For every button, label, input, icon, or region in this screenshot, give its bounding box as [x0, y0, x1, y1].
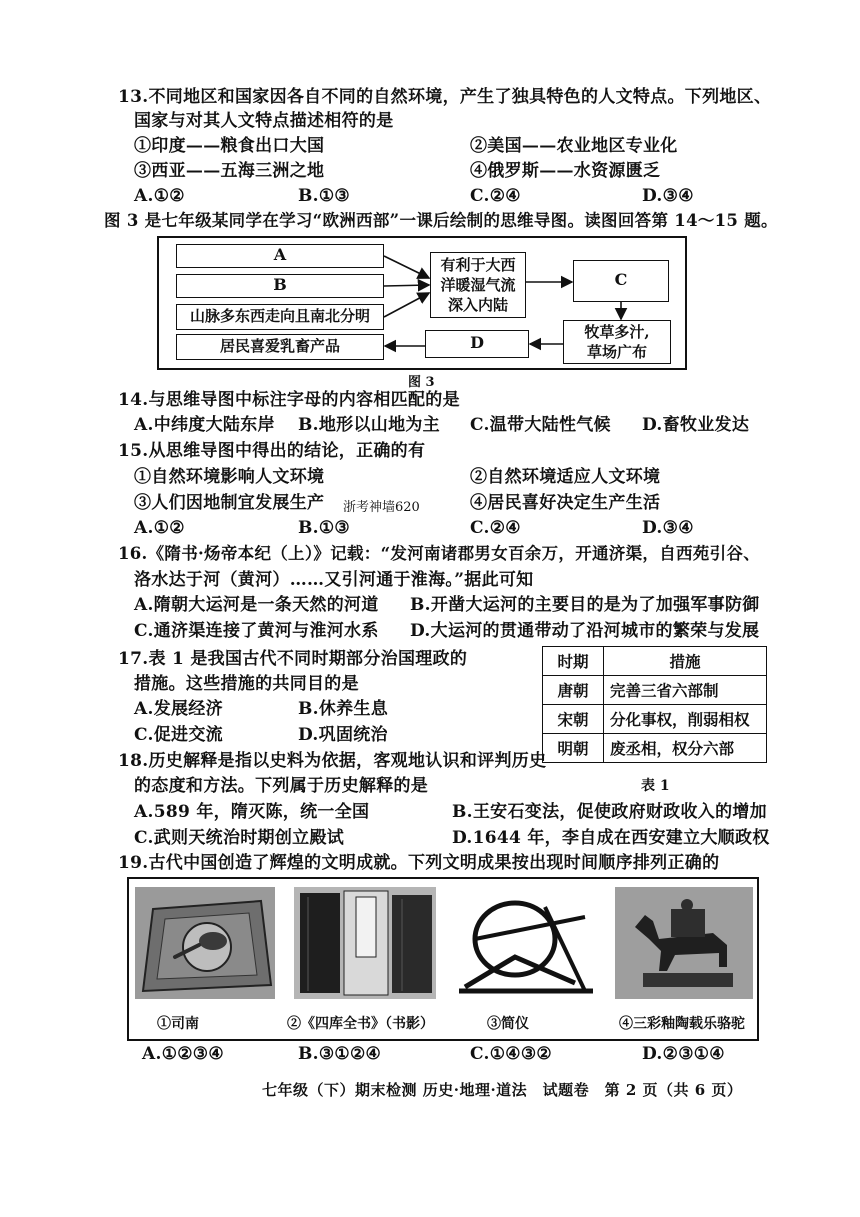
q16-choice-b: B.开凿大运河的主要目的是为了加强军事防御 — [410, 595, 760, 615]
mind-map-grass-line2: 草场广布 — [586, 343, 647, 361]
watermark-text: 浙考神墙620 — [343, 500, 420, 515]
q15-option-4: ④居民喜好决定生产生活 — [470, 493, 661, 513]
mind-map-center-line3: 深入内陆 — [447, 296, 508, 314]
q14-choice-a: A.中纬度大陆东岸 — [134, 415, 275, 435]
q17-choice-a: A.发展经济 — [134, 699, 223, 719]
q19-choice-a: A.①②③④ — [142, 1044, 224, 1064]
jianyi-instrument-image — [455, 887, 597, 999]
mind-map-caption: 图 3 — [408, 375, 435, 390]
q17-choice-d: D.巩固统治 — [298, 725, 388, 745]
q13-line2: 国家与对其人文特点描述相符的是 — [134, 111, 394, 131]
table-cell-measure: 完善三省六部制 — [604, 676, 767, 705]
q16-choice-c: C.通济渠连接了黄河与淮河水系 — [134, 621, 379, 641]
q13-choice-b: B.①③ — [298, 186, 350, 206]
q18-choice-b: B.王安石变法，促使政府财政收入的增加 — [452, 802, 767, 822]
table-row — [543, 734, 767, 763]
caption-sinan: ①司南 — [157, 1016, 199, 1032]
table-row — [543, 676, 767, 705]
q15-stem: 15.从思维导图中得出的结论，正确的有 — [118, 441, 426, 461]
table-1 — [542, 646, 767, 763]
q13-option-3: ③西亚——五海三洲之地 — [134, 161, 325, 181]
page-footer: 七年级（下）期末检测 历史·地理·道法 试题卷 第 2 页（共 6 页） — [262, 1081, 743, 1099]
q13-choice-a: A.①② — [134, 186, 185, 206]
q18-line2: 的态度和方法。下列属于历史解释的是 — [134, 776, 429, 796]
table-header-measure: 措施 — [604, 647, 767, 676]
q19-choice-c: C.①④③② — [470, 1044, 552, 1064]
q13-choice-c: C.②④ — [470, 186, 521, 206]
mind-map-box-b: B — [176, 274, 384, 298]
q17-choice-c: C.促进交流 — [134, 725, 223, 745]
q16-line2: 洛水达于河（黄河）……又引河通于淮海。”据此可知 — [134, 570, 534, 590]
q13-choice-d: D.③④ — [642, 186, 694, 206]
q15-option-1: ①自然环境影响人文环境 — [134, 467, 325, 487]
mind-map-center-line1: 有利于大西 — [440, 256, 516, 274]
caption-camel: ④三彩釉陶载乐骆驼 — [619, 1016, 745, 1032]
sinan-compass-image — [135, 887, 275, 999]
table-header-row — [543, 647, 767, 676]
sancai-camel-image — [615, 887, 753, 999]
q14-choice-b: B.地形以山地为主 — [298, 415, 440, 435]
q17-choice-b: B.休养生息 — [298, 699, 389, 719]
q17-line1: 17.表 1 是我国古代不同时期部分治国理政的 — [118, 649, 468, 669]
q13-option-2: ②美国——农业地区专业化 — [470, 136, 678, 156]
q15-choice-b: B.①③ — [298, 518, 350, 538]
caption-jianyi: ③简仪 — [487, 1016, 529, 1032]
mind-map-center-line2: 洋暖湿气流 — [440, 276, 516, 294]
q18-choice-d: D.1644 年，李自成在西安建立大顺政权 — [452, 828, 770, 848]
q16-choice-d: D.大运河的贯通带动了沿河城市的繁荣与发展 — [410, 621, 760, 641]
table-cell-measure: 分化事权，削弱相权 — [604, 705, 767, 734]
mind-map-box-c: C — [573, 260, 669, 302]
q14-choice-c: C.温带大陆性气候 — [470, 415, 611, 435]
q16-line1: 16.《隋书·炀帝本纪（上）》记载：“发河南诸郡男女百余万，开通济渠，自西苑引谷、 — [118, 544, 760, 563]
q15-choice-d: D.③④ — [642, 518, 694, 538]
mind-map-box-dairy: 居民喜爱乳畜产品 — [176, 334, 384, 360]
mind-map-grass-line1: 牧草多汁, — [584, 323, 650, 341]
mind-map-box-mountain: 山脉多东西走向且南北分明 — [176, 304, 384, 330]
q17-line2: 措施。这些措施的共同目的是 — [134, 674, 359, 694]
mind-map-figure — [157, 236, 687, 370]
q16-choice-a: A.隋朝大运河是一条天然的河道 — [134, 595, 379, 615]
q15-option-2: ②自然环境适应人文环境 — [470, 467, 661, 487]
table-header-period: 时期 — [543, 647, 604, 676]
q14-15-intro: 图 3 是七年级某同学在学习“欧洲西部”一课后绘制的思维导图。读图回答第 14～15 题。 — [104, 211, 778, 230]
q13-line1: 13.不同地区和国家因各自不同的自然环境，产生了独具特色的人文特点。下列地区、 — [118, 87, 772, 107]
q14-stem: 14.与思维导图中标注字母的内容相匹配的是 — [118, 390, 460, 410]
q19-stem: 19.古代中国创造了辉煌的文明成就。下列文明成果按出现时间顺序排列正确的 — [118, 853, 720, 873]
q15-choice-c: C.②④ — [470, 518, 521, 538]
caption-siku: ②《四库全书》（书影） — [287, 1016, 434, 1032]
q19-choice-d: D.②③①④ — [642, 1044, 725, 1064]
table-cell-measure: 废丞相，权分六部 — [604, 734, 767, 763]
table-cell-period: 明朝 — [543, 734, 604, 763]
q15-choice-a: A.①② — [134, 518, 185, 538]
table-1-caption: 表 1 — [641, 778, 670, 794]
table-cell-period: 唐朝 — [543, 676, 604, 705]
mind-map-arrows — [159, 238, 685, 368]
q18-choice-c: C.武则天统治时期创立殿试 — [134, 828, 345, 848]
q13-option-1: ①印度——粮食出口大国 — [134, 136, 325, 156]
q18-line1: 18.历史解释是指以史料为依据，客观地认识和评判历史 — [118, 751, 547, 771]
q15-option-3: ③人们因地制宜发展生产 — [134, 493, 325, 513]
table-cell-period: 宋朝 — [543, 705, 604, 734]
q18-choice-a: A.589 年，隋灭陈，统一全国 — [134, 802, 370, 822]
q13-option-4: ④俄罗斯——水资源匮乏 — [470, 161, 661, 181]
mind-map-box-d: D — [425, 330, 529, 358]
q14-choice-d: D.畜牧业发达 — [642, 415, 750, 435]
table-row — [543, 705, 767, 734]
artifact-images-panel — [127, 877, 759, 1041]
q19-choice-b: B.③①②④ — [298, 1044, 382, 1064]
mind-map-box-a: A — [176, 244, 384, 268]
siku-quanshu-image — [294, 887, 436, 999]
